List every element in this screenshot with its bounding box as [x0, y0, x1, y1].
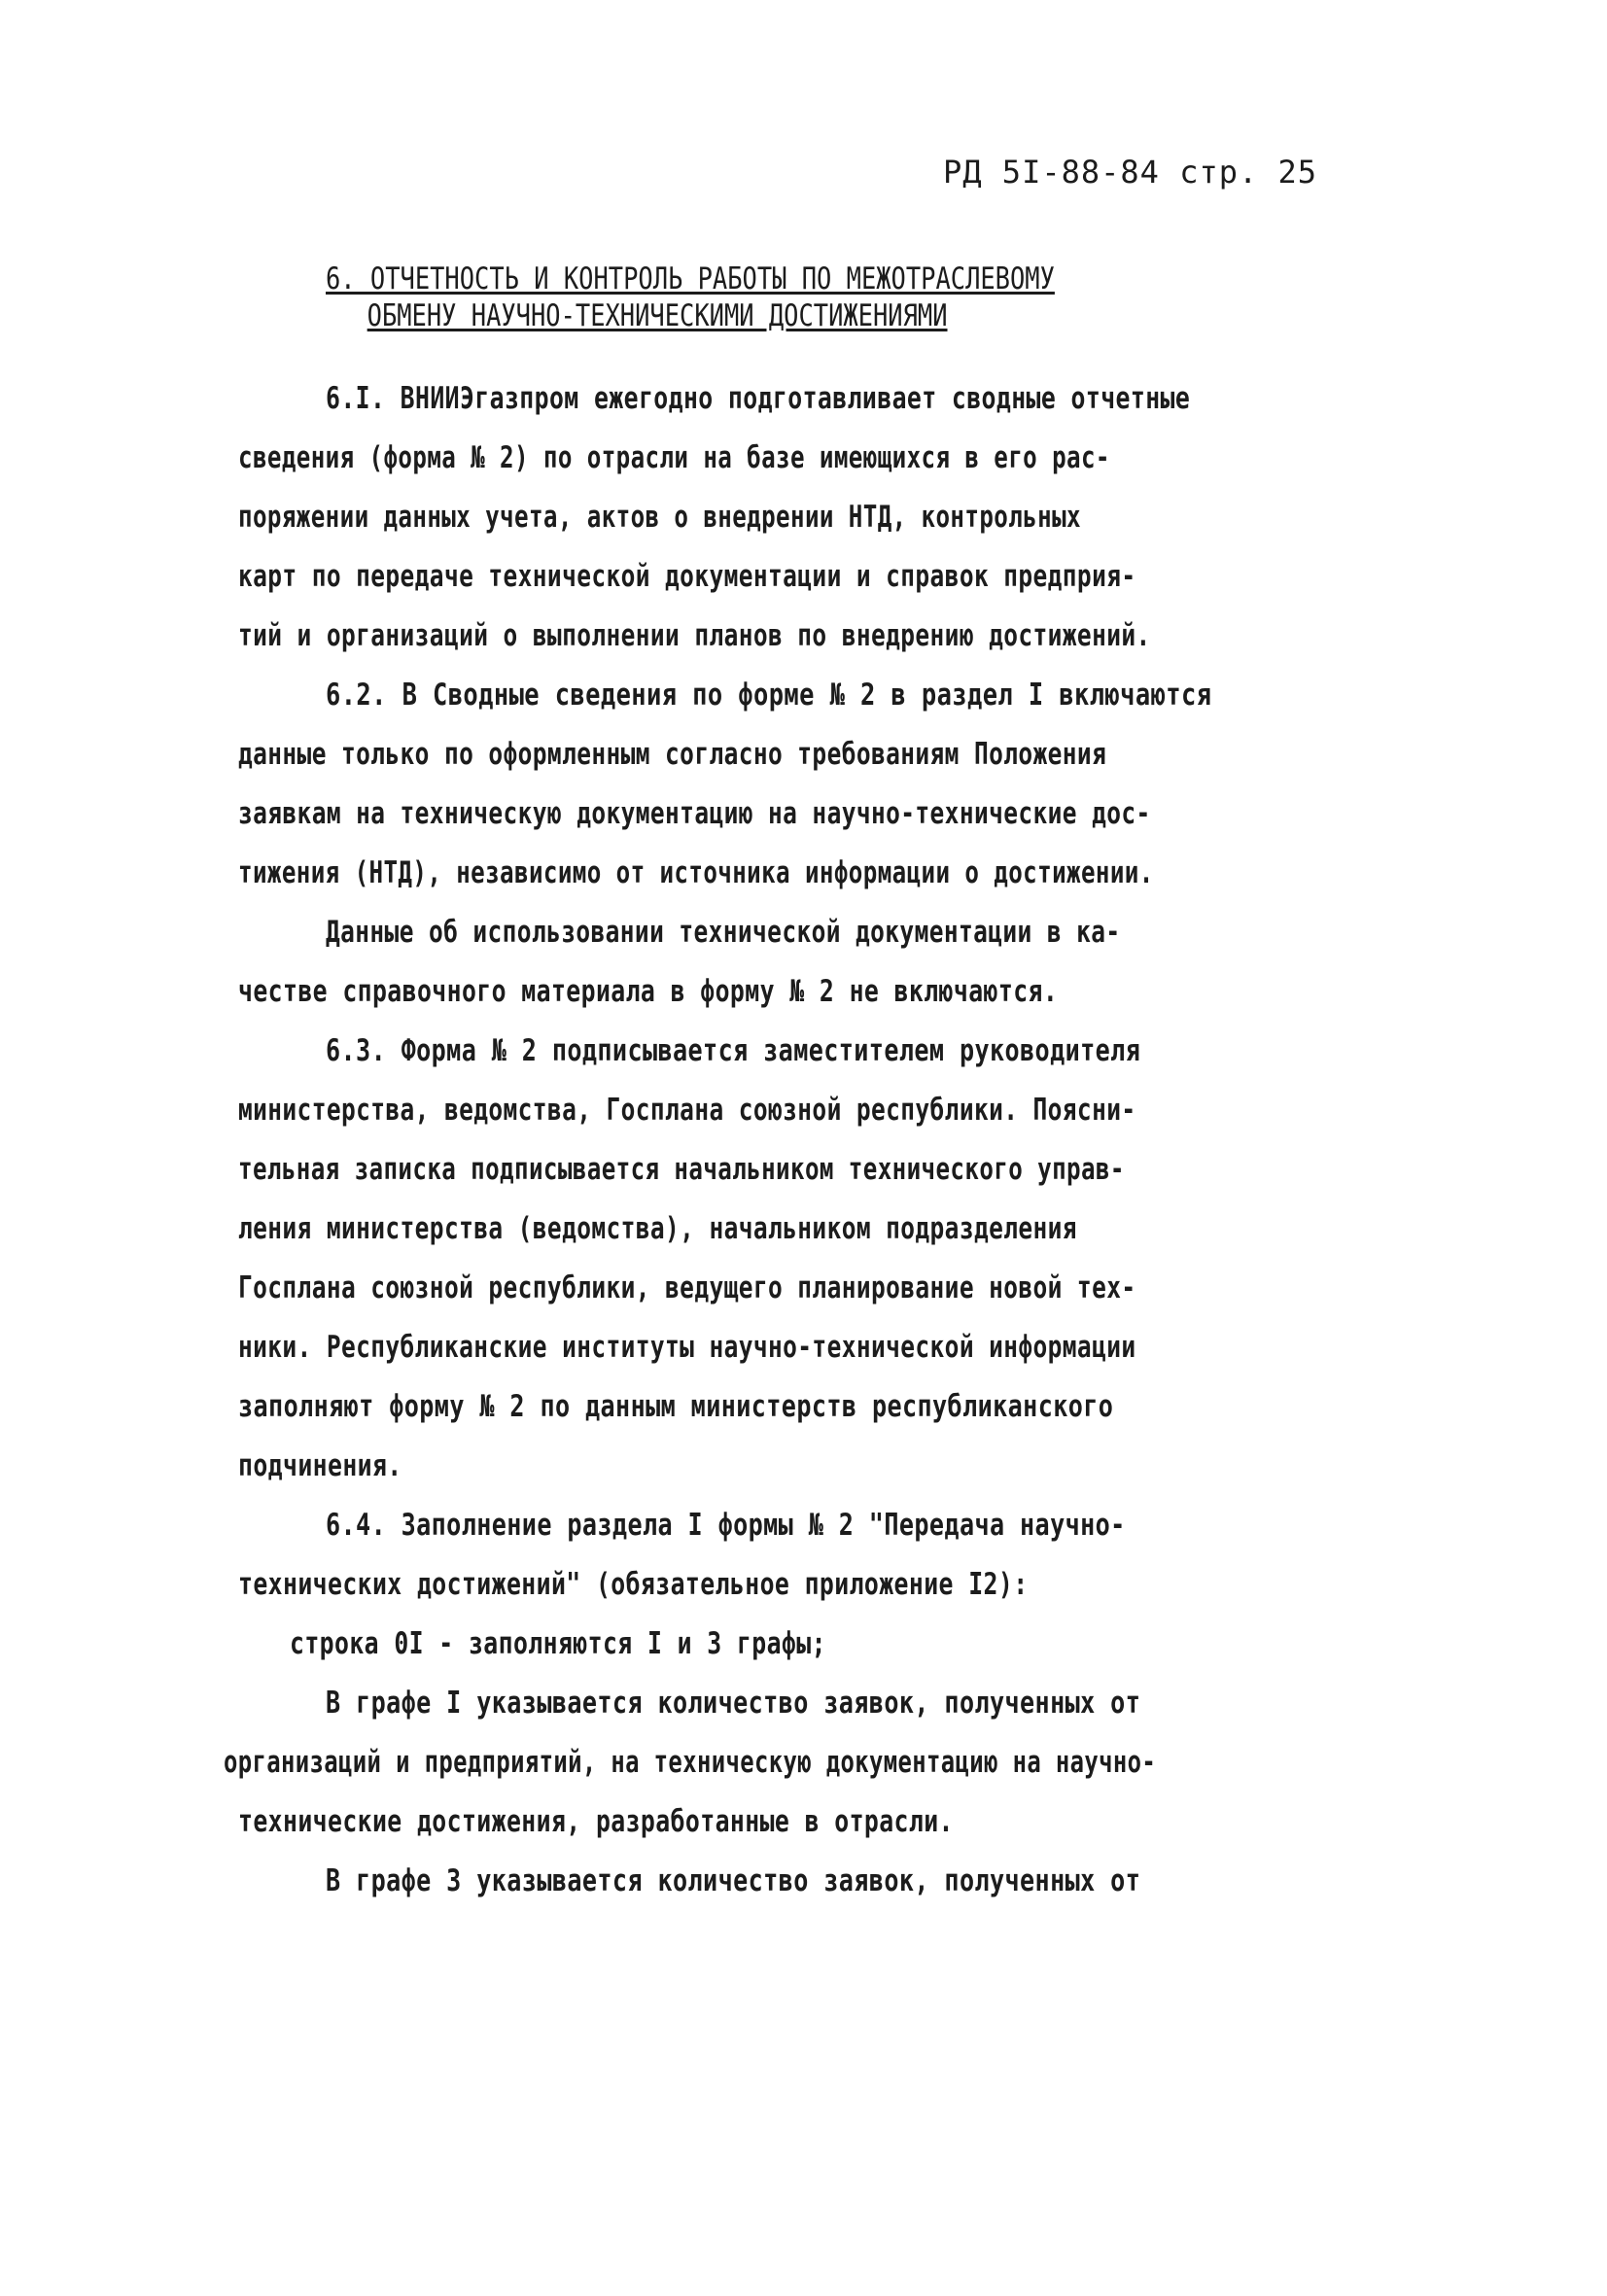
text-line: честве справочного материала в форму № 2 не включаются. [238, 974, 1059, 1009]
text-line: сведения (форма № 2) по отрасли на базе имеющихся в его рас- [238, 440, 1110, 475]
text-line: ления министерства (ведомства), начальником подразделения [238, 1211, 1077, 1246]
text-line: 6.2. В Сводные сведения по форме № 2 в раздел I включаются [326, 678, 1212, 713]
text-line: Данные об использовании технической документации в ка- [326, 915, 1121, 950]
text-line: организаций и предприятий, на техническую документацию на научно- [224, 1745, 1157, 1780]
text-line: тий и организаций о выполнении планов по внедрению достижений. [238, 618, 1151, 653]
section-title-line-1: 6. ОТЧЕТНОСТЬ И КОНТРОЛЬ РАБОТЫ ПО МЕЖОТРАСЛЕВОМУ [326, 261, 1055, 296]
text-line: тижения (НТД), независимо от источника информации о достижении. [238, 855, 1154, 890]
text-line: заполняют форму № 2 по данным министерств республиканского [238, 1389, 1114, 1424]
text-line: поряжении данных учета, актов о внедрении НТД, контрольных [238, 500, 1081, 535]
text-line: подчинения. [238, 1448, 402, 1483]
text-line: В графе I указывается количество заявок, полученных от [326, 1686, 1141, 1721]
text-line: технических достижений" (обязательное приложение I2): [238, 1567, 1029, 1602]
text-line: строка 0I - заполняются I и 3 графы; [290, 1626, 826, 1661]
text-line: министерства, ведомства, Госплана союзной республики. Поясни- [238, 1093, 1136, 1128]
text-line: технические достижения, разработанные в отрасли. [238, 1804, 954, 1839]
text-line: ники. Республиканские институты научно-технической информации [238, 1330, 1136, 1365]
text-line: 6.3. Форма № 2 подписывается заместителем руководителя [326, 1033, 1141, 1068]
section-title-line-2: ОБМЕНУ НАУЧНО-ТЕХНИЧЕСКИМИ ДОСТИЖЕНИЯМИ [367, 298, 948, 333]
section-title [326, 261, 1055, 334]
page-header: РД 5I-88-84 стр. 25 [943, 154, 1318, 191]
text-line: тельная записка подписывается начальником технического управ- [238, 1152, 1125, 1187]
text-line: карт по передаче технической документации и справок предприя- [238, 559, 1136, 594]
text-line: Госплана союзной республики, ведущего планирование новой тех- [238, 1270, 1136, 1305]
text-line: 6.I. ВНИИЭгазпром ежегодно подготавливает сводные отчетные [326, 381, 1191, 416]
text-line: заявкам на техническую документацию на научно-технические дос- [238, 796, 1151, 831]
text-line: В графе 3 указывается количество заявок, полученных от [326, 1863, 1141, 1898]
text-line: 6.4. Заполнение раздела I формы № 2 "Передача научно- [326, 1508, 1126, 1543]
text-line: данные только по оформленным согласно требованиям Положения [238, 737, 1107, 772]
